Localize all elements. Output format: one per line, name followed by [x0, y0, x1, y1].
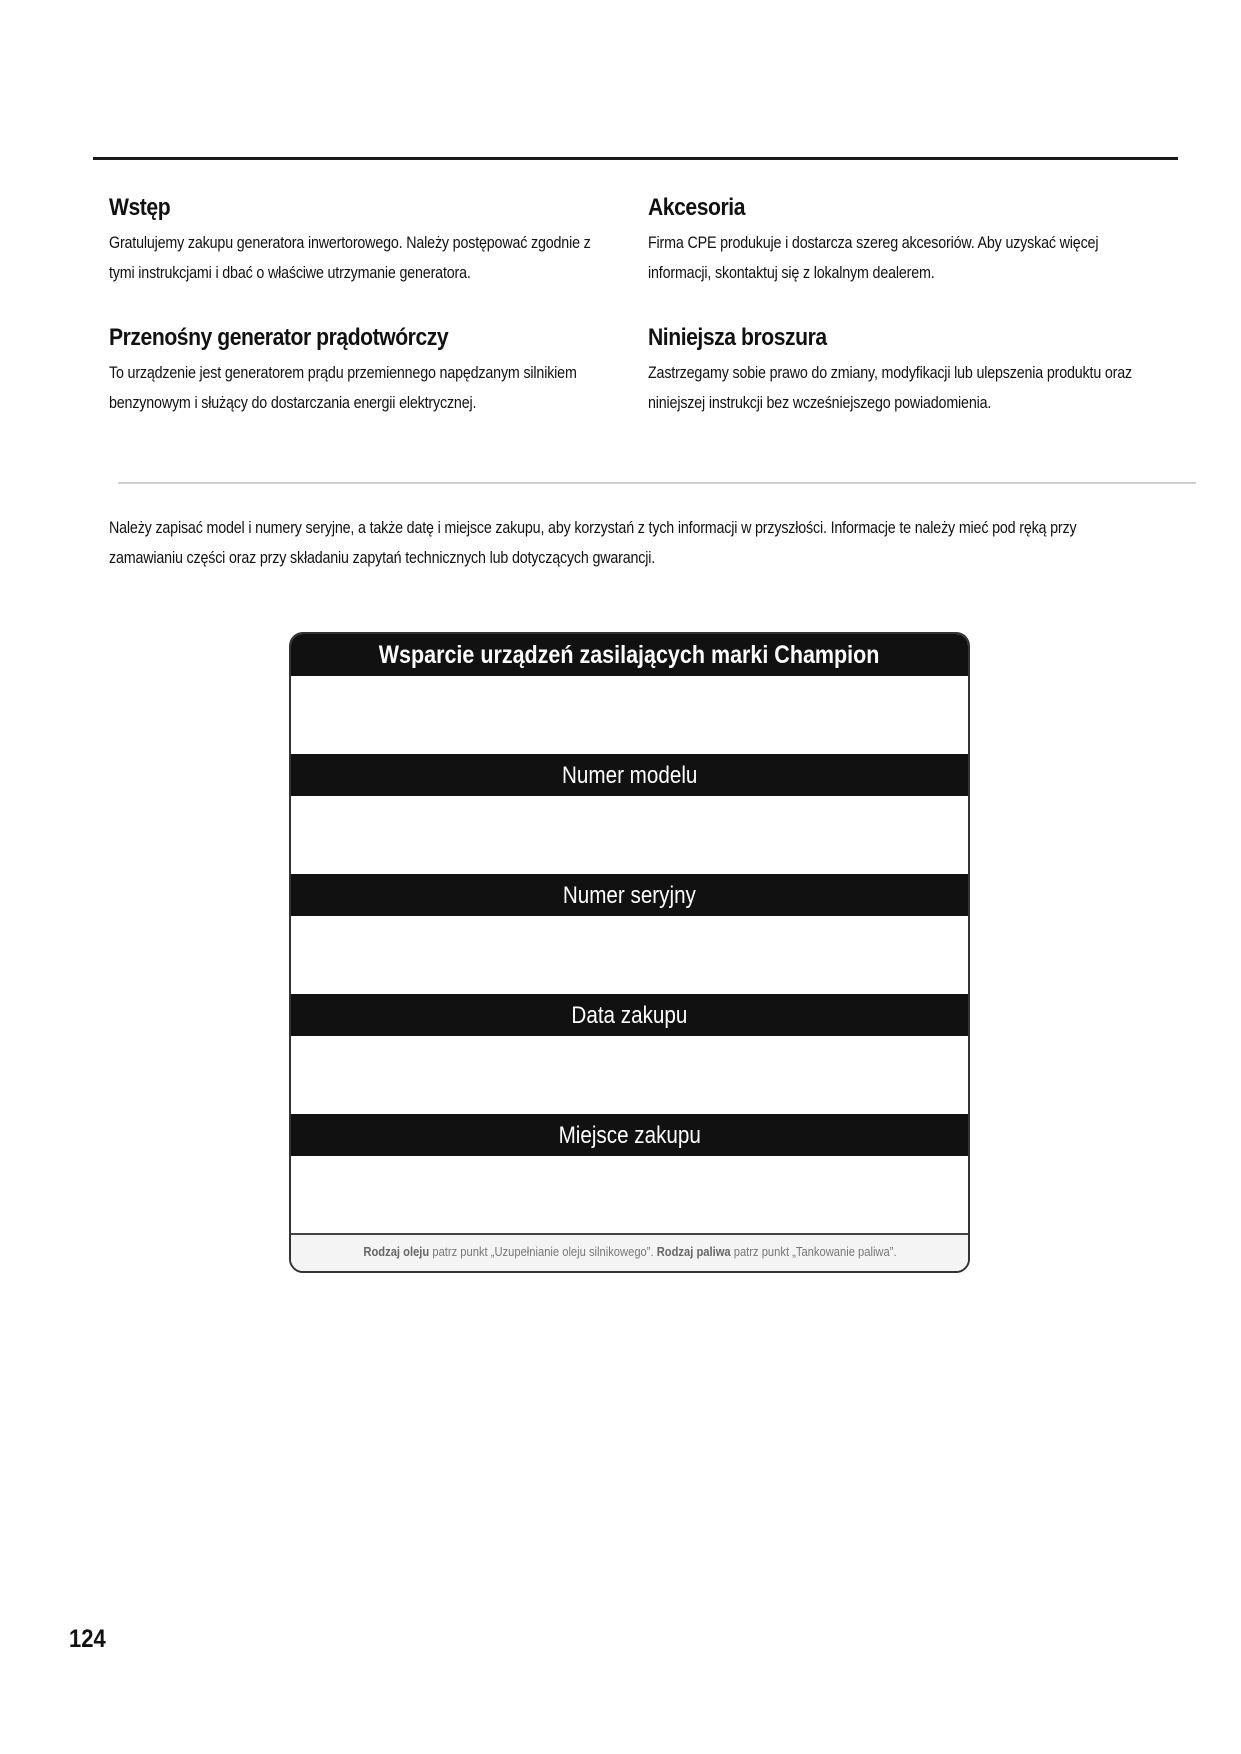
section-brochure	[648, 324, 1168, 418]
section-intro-title: Wstęp	[109, 194, 171, 221]
section-portable-generator	[109, 324, 629, 418]
section-brochure-line-2: niniejszej instrukcji bez wcześniejszego powiadomienia.	[648, 393, 992, 412]
model-number-label-text: Numer modelu	[561, 762, 698, 789]
card-title	[291, 634, 968, 676]
purchase-place-label	[291, 1114, 968, 1156]
section-brochure-line-1: Zastrzegamy sobie prawo do zmiany, modyfikacji lub ulepszenia produktu oraz	[648, 363, 1133, 382]
section-accessories-line-1: Firma CPE produkuje i dostarcza szereg akcesoriów. Aby uzyskać więcej	[648, 233, 1099, 252]
fuel-type-label: Rodzaj paliwa	[656, 1244, 731, 1259]
model-number-label	[291, 754, 968, 796]
serial-number-label	[291, 874, 968, 916]
oil-type-label: Rodzaj oleju	[362, 1244, 429, 1259]
record-note-line-2: zamawianiu części oraz przy składaniu zapytań technicznych lub dotyczących gwarancji.	[109, 548, 656, 567]
section-brochure-text	[648, 358, 1152, 418]
section-accessories-line-2: informacji, skontaktuj się z lokalnym dealerem.	[648, 263, 935, 282]
section-portable-line-2: benzynowym i służący do dostarczania energii elektrycznej.	[109, 393, 477, 412]
record-note-line-1: Należy zapisać model i numery seryjne, a także datę i miejsce zakupu, aby korzystań z tych informacji w przyszłości. Informacje te należy mieć pod ręką przy	[109, 518, 1077, 537]
page-number: 124	[69, 1625, 106, 1653]
section-intro-line-2: tymi instrukcjami i dbać o właściwe utrzymanie generatora.	[109, 263, 471, 282]
section-intro-text	[109, 228, 613, 288]
purchase-date-field	[291, 1036, 968, 1114]
purchase-place-label-text: Miejsce zakupu	[558, 1122, 701, 1149]
product-info-card	[289, 632, 970, 1273]
section-portable-line-1: To urządzenie jest generatorem prądu przemiennego napędzanym silnikiem	[109, 363, 577, 382]
section-brochure-title: Niniejsza broszura	[648, 324, 827, 351]
serial-number-field	[291, 916, 968, 994]
middle-rule	[118, 482, 1196, 484]
section-portable-text	[109, 358, 613, 418]
section-accessories-title: Akcesoria	[648, 194, 746, 221]
card-footer	[291, 1233, 968, 1271]
section-accessories-text	[648, 228, 1152, 288]
serial-number-label-text: Numer seryjny	[562, 882, 697, 909]
model-number-field	[291, 796, 968, 874]
section-portable-title: Przenośny generator prądotwórczy	[109, 324, 449, 351]
purchase-place-field	[291, 1156, 968, 1234]
oil-type-text: patrz punkt „Uzupełnianie oleju silnikowego”.	[428, 1244, 657, 1259]
top-rule	[93, 157, 1178, 160]
purchase-date-label-text: Data zakupu	[571, 1002, 688, 1029]
record-note	[109, 513, 1151, 573]
card-footer-text	[363, 1235, 896, 1269]
section-accessories	[648, 194, 1168, 288]
fuel-type-text: patrz punkt „Tankowanie paliwa”.	[730, 1244, 897, 1259]
blank-field	[291, 676, 968, 754]
section-intro	[109, 194, 629, 288]
section-intro-line-1: Gratulujemy zakupu generatora inwertorowego. Należy postępować zgodnie z	[109, 233, 591, 252]
purchase-date-label	[291, 994, 968, 1036]
card-title-text: Wsparcie urządzeń zasilających marki Champion	[379, 641, 880, 669]
